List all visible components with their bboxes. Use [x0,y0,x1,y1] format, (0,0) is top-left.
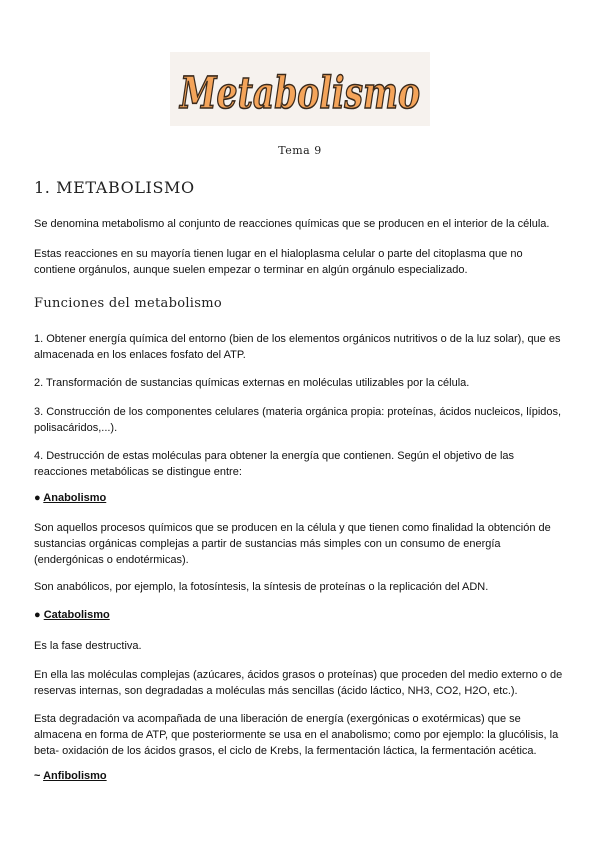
anfibolismo-label: Anfibolismo [43,770,107,782]
paragraph: Son anabólicos, por ejemplo, la fotosíntesis, la síntesis de proteínas o la replicación del ADN. [34,581,489,593]
bullet: ~ [34,770,44,782]
paragraph: Se denomina metabolismo al conjunto de reacciones químicas que se producen en el interior de la célula. [34,218,550,230]
paragraph: Es la fase destructiva. [34,640,142,652]
catabolismo-label: Catabolismo [43,609,110,621]
list-item: 3. Construcción de los componentes celulares (materia orgánica propia: proteínas, ácidos nucleicos, lípidos, polisacáridos,...). [34,406,562,434]
paragraph: Estas reacciones en su mayoría tienen lugar en el hialoplasma celular o parte del citoplasma que no contiene orgánulos, aunque suelen empezar o terminar en algún orgánulo especializado. [34,248,523,276]
anfibolismo-heading [34,770,107,782]
list-item: 1. Obtener energía química del entorno (bien de los elementos orgánicos nutritivos o de la luz solar), que es almacenada en los enlaces fosfato del ATP. [34,333,561,361]
list-item: 2. Transformación de sustancias químicas externas en moléculas utilizables por la célula. [34,377,470,389]
paragraph: Son aquellos procesos químicos que se producen en la célula y que tienen como finalidad la obtención de sustancias orgánicas complejas a partir de sustancias más simples con un consumo de energía (endergónicas o endotérmicas). [34,522,551,566]
catabolismo-heading [34,609,110,621]
paragraph: Esta degradación va acompañada de una liberación de energía (exergónicas o exotérmicas) que se almacena en forma de ATP, que posteriormente se usa en el anabolismo; como por ejemplo: la glucólisis, la beta- oxidación de los ácidos grasos, el ciclo de Krebs, la fermentación láctica, la fermentación acética. [34,713,559,757]
title-logo [170,52,430,126]
bullet: ● [34,492,44,504]
anabolismo-label: Anabolismo [43,492,107,504]
list-item: 4. Destrucción de estas moléculas para obtener la energía que contienen. Según el objetivo de las reacciones metabólicas se distingue entre: [34,450,515,478]
subsection-heading: Funciones del metabolismo [34,296,222,311]
paragraph: En ella las moléculas complejas (azúcares, ácidos grasos o proteínas) que proceden del medio externo o de reservas internas, son degradadas a moléculas más sencillas (ácido láctico, NH3, CO2, H2O, etc.). [34,669,563,697]
title-banner [170,52,430,126]
logo-text: Metabolismo [178,68,420,119]
bullet: ● [34,609,44,621]
subtitle: Tema 9 [278,144,322,157]
section-heading: 1. METABOLISMO [34,178,195,197]
anabolismo-heading [34,492,106,504]
